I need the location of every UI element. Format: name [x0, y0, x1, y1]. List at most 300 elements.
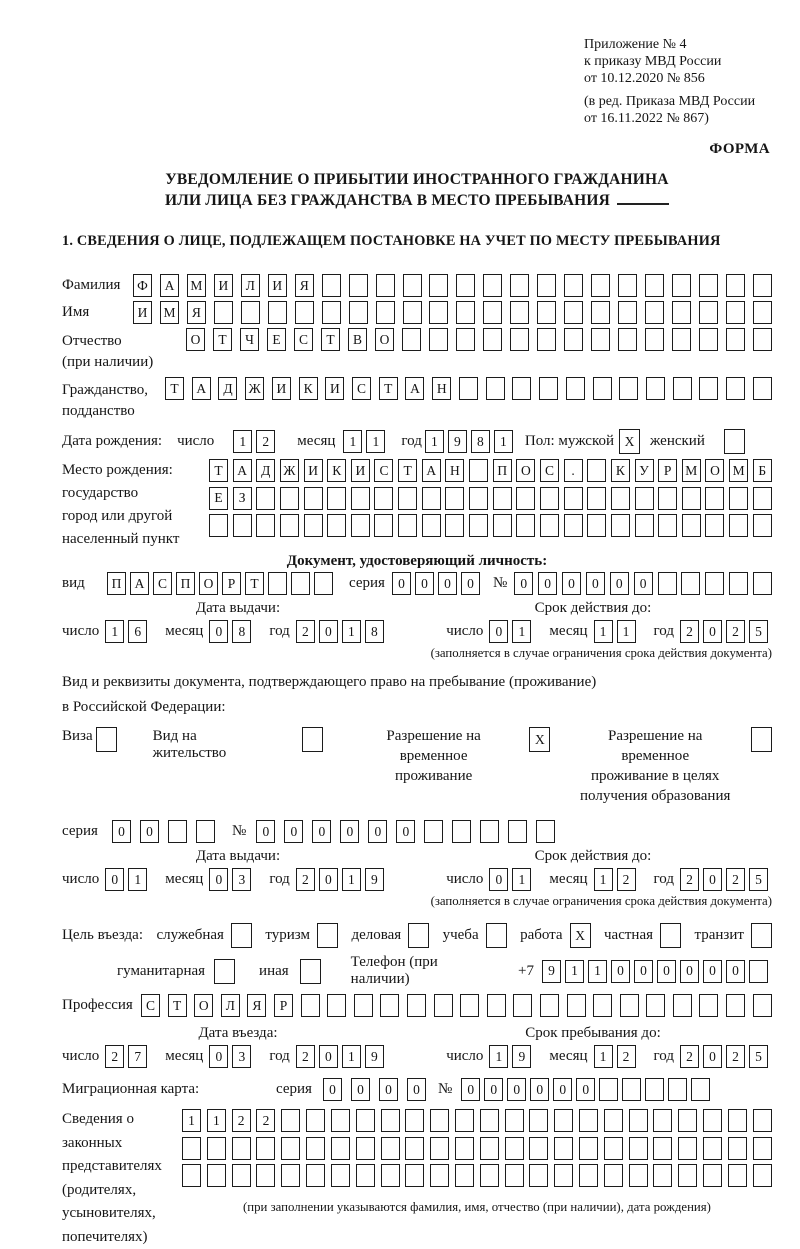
form-cell[interactable]: П	[107, 572, 126, 595]
form-cell[interactable]: Р	[274, 994, 293, 1017]
form-cell[interactable]: 0	[319, 620, 338, 643]
form-cell[interactable]	[376, 274, 395, 297]
form-cell[interactable]	[256, 514, 275, 537]
form-cell[interactable]	[611, 514, 630, 537]
form-cell[interactable]: Т	[245, 572, 264, 595]
form-cell[interactable]	[301, 994, 320, 1017]
form-cell[interactable]: 0	[392, 572, 411, 595]
form-cell[interactable]	[564, 328, 583, 351]
form-cell[interactable]	[753, 487, 772, 510]
form-cell[interactable]	[281, 1164, 300, 1187]
form-cell[interactable]	[207, 1164, 226, 1187]
form-cell[interactable]	[729, 572, 748, 595]
form-cell[interactable]	[374, 514, 393, 537]
form-cell[interactable]	[306, 1137, 325, 1160]
form-cell[interactable]	[753, 274, 772, 297]
form-cell[interactable]	[566, 377, 585, 400]
form-cell[interactable]	[579, 1109, 598, 1132]
form-cell[interactable]	[469, 459, 488, 482]
form-cell[interactable]	[232, 1164, 251, 1187]
form-cell[interactable]: И	[133, 301, 152, 324]
form-cell[interactable]	[304, 487, 323, 510]
form-cell[interactable]	[430, 1109, 449, 1132]
form-cell[interactable]	[381, 1137, 400, 1160]
form-cell[interactable]	[678, 1137, 697, 1160]
form-cell[interactable]: 1	[594, 620, 613, 643]
form-cell[interactable]	[351, 514, 370, 537]
form-cell[interactable]	[681, 572, 700, 595]
form-cell[interactable]	[604, 1137, 623, 1160]
form-cell[interactable]	[280, 487, 299, 510]
form-cell[interactable]	[635, 487, 654, 510]
form-cell[interactable]	[314, 572, 333, 595]
form-cell[interactable]: Р	[222, 572, 241, 595]
form-cell[interactable]: 1	[342, 868, 361, 891]
form-cell[interactable]: 9	[365, 1045, 384, 1068]
form-cell[interactable]	[422, 514, 441, 537]
form-cell[interactable]	[182, 1137, 201, 1160]
form-cell[interactable]: 0	[209, 868, 228, 891]
form-cell[interactable]	[256, 1137, 275, 1160]
form-cell[interactable]	[622, 1078, 641, 1101]
form-cell[interactable]: С	[153, 572, 172, 595]
form-cell[interactable]: О	[186, 328, 205, 351]
form-cell[interactable]	[726, 377, 745, 400]
form-cell[interactable]	[699, 301, 718, 324]
form-cell[interactable]	[483, 301, 502, 324]
form-cell[interactable]	[505, 1164, 524, 1187]
form-cell[interactable]: 9	[448, 430, 467, 453]
form-cell[interactable]: Т	[321, 328, 340, 351]
form-cell[interactable]: Я	[295, 274, 314, 297]
form-cell[interactable]	[480, 1137, 499, 1160]
form-cell[interactable]	[422, 487, 441, 510]
form-cell[interactable]	[398, 514, 417, 537]
form-cell[interactable]	[593, 994, 612, 1017]
form-cell[interactable]	[456, 274, 475, 297]
form-cell[interactable]	[564, 487, 583, 510]
form-cell[interactable]: Т	[398, 459, 417, 482]
form-cell[interactable]	[645, 328, 664, 351]
form-cell[interactable]	[705, 487, 724, 510]
form-cell[interactable]: 2	[296, 868, 315, 891]
form-cell[interactable]: 5	[749, 1045, 768, 1068]
form-cell[interactable]	[430, 1137, 449, 1160]
form-cell[interactable]	[459, 377, 478, 400]
form-cell[interactable]: Ф	[133, 274, 152, 297]
form-cell[interactable]	[539, 377, 558, 400]
form-cell[interactable]	[480, 1164, 499, 1187]
form-cell[interactable]	[403, 301, 422, 324]
form-cell[interactable]	[540, 514, 559, 537]
form-cell[interactable]: И	[268, 274, 287, 297]
form-cell[interactable]: Л	[221, 994, 240, 1017]
form-cell[interactable]	[604, 1164, 623, 1187]
form-cell[interactable]: Т	[168, 994, 187, 1017]
form-cell[interactable]	[703, 1109, 722, 1132]
form-cell[interactable]	[256, 1164, 275, 1187]
form-cell[interactable]	[753, 994, 772, 1017]
form-cell[interactable]: 0	[489, 868, 508, 891]
form-cell[interactable]	[209, 514, 228, 537]
form-cell[interactable]	[306, 1109, 325, 1132]
form-cell[interactable]	[587, 487, 606, 510]
form-cell[interactable]: Т	[213, 328, 232, 351]
form-cell[interactable]	[753, 1109, 772, 1132]
form-cell[interactable]: Д	[256, 459, 275, 482]
form-cell[interactable]	[729, 514, 748, 537]
form-cell[interactable]: 0	[209, 620, 228, 643]
form-cell[interactable]: 0	[312, 820, 331, 843]
form-cell[interactable]	[629, 1137, 648, 1160]
form-cell[interactable]	[327, 994, 346, 1017]
form-cell[interactable]: 0	[396, 820, 415, 843]
form-cell[interactable]: 0	[610, 572, 629, 595]
form-cell[interactable]	[302, 727, 323, 752]
form-cell[interactable]: .	[564, 459, 583, 482]
form-cell[interactable]: А	[233, 459, 252, 482]
form-cell[interactable]	[604, 1109, 623, 1132]
form-cell[interactable]: 0	[319, 868, 338, 891]
form-cell[interactable]: И	[304, 459, 323, 482]
form-cell[interactable]	[726, 994, 745, 1017]
form-cell[interactable]: 2	[680, 1045, 699, 1068]
form-cell[interactable]: 3	[232, 868, 251, 891]
form-cell[interactable]	[480, 820, 499, 843]
form-cell[interactable]: Б	[753, 459, 772, 482]
form-cell[interactable]	[322, 274, 341, 297]
form-cell[interactable]: А	[422, 459, 441, 482]
form-cell[interactable]	[645, 301, 664, 324]
form-cell[interactable]	[281, 1137, 300, 1160]
form-cell[interactable]: 2	[726, 868, 745, 891]
form-cell[interactable]	[673, 377, 692, 400]
form-cell[interactable]: П	[176, 572, 195, 595]
form-cell[interactable]	[728, 1109, 747, 1132]
form-cell[interactable]: 1	[343, 430, 362, 453]
form-cell[interactable]: 0	[209, 1045, 228, 1068]
form-cell[interactable]	[304, 514, 323, 537]
form-cell[interactable]	[672, 274, 691, 297]
form-cell[interactable]: М	[160, 301, 179, 324]
form-cell[interactable]	[726, 328, 745, 351]
form-cell[interactable]: 0	[323, 1078, 342, 1101]
form-cell[interactable]	[455, 1109, 474, 1132]
form-cell[interactable]: И	[325, 377, 344, 400]
form-cell[interactable]: Д	[218, 377, 237, 400]
form-cell[interactable]: 0	[538, 572, 557, 595]
form-cell[interactable]	[349, 301, 368, 324]
form-cell[interactable]	[673, 994, 692, 1017]
form-cell[interactable]: 0	[284, 820, 303, 843]
form-cell[interactable]	[331, 1164, 350, 1187]
form-cell[interactable]: 0	[438, 572, 457, 595]
form-cell[interactable]	[537, 328, 556, 351]
form-cell[interactable]	[579, 1164, 598, 1187]
form-cell[interactable]	[354, 994, 373, 1017]
form-cell[interactable]: 0	[576, 1078, 595, 1101]
form-cell[interactable]: Ж	[245, 377, 264, 400]
form-cell[interactable]	[512, 377, 531, 400]
form-cell[interactable]	[96, 727, 117, 752]
form-cell[interactable]	[322, 301, 341, 324]
form-cell[interactable]: 0	[461, 1078, 480, 1101]
form-cell[interactable]: 1	[233, 430, 252, 453]
form-cell[interactable]: У	[635, 459, 654, 482]
form-cell[interactable]	[376, 301, 395, 324]
form-cell[interactable]: 1	[342, 1045, 361, 1068]
form-cell[interactable]: 2	[726, 620, 745, 643]
form-cell[interactable]: А	[192, 377, 211, 400]
form-cell[interactable]	[618, 328, 637, 351]
form-cell[interactable]	[480, 1109, 499, 1132]
form-cell[interactable]	[510, 274, 529, 297]
form-cell[interactable]	[182, 1164, 201, 1187]
form-cell[interactable]	[729, 487, 748, 510]
form-cell[interactable]	[529, 1164, 548, 1187]
form-cell[interactable]: Т	[209, 459, 228, 482]
form-cell[interactable]	[505, 1137, 524, 1160]
form-cell[interactable]	[291, 572, 310, 595]
form-cell[interactable]	[724, 429, 745, 454]
form-cell[interactable]: 0	[407, 1078, 426, 1101]
form-cell[interactable]	[295, 301, 314, 324]
form-cell[interactable]	[653, 1137, 672, 1160]
form-cell[interactable]: 7	[128, 1045, 147, 1068]
form-cell[interactable]	[537, 274, 556, 297]
form-cell[interactable]	[405, 1109, 424, 1132]
form-cell[interactable]: 2	[617, 1045, 636, 1068]
form-cell[interactable]: Ч	[240, 328, 259, 351]
form-cell[interactable]	[645, 1078, 664, 1101]
form-cell[interactable]: С	[374, 459, 393, 482]
form-cell[interactable]	[493, 514, 512, 537]
form-cell[interactable]	[445, 487, 464, 510]
form-cell[interactable]	[487, 994, 506, 1017]
form-cell[interactable]	[619, 377, 638, 400]
form-cell[interactable]	[327, 487, 346, 510]
form-cell[interactable]	[424, 820, 443, 843]
form-cell[interactable]: 1	[617, 620, 636, 643]
form-cell[interactable]: 0	[611, 960, 630, 983]
form-cell[interactable]	[653, 1164, 672, 1187]
form-cell[interactable]	[587, 459, 606, 482]
form-cell[interactable]	[405, 1137, 424, 1160]
form-cell[interactable]	[434, 994, 453, 1017]
form-cell[interactable]: 0	[586, 572, 605, 595]
form-cell[interactable]: 0	[140, 820, 159, 843]
form-cell[interactable]	[300, 959, 321, 984]
form-cell[interactable]: 0	[726, 960, 745, 983]
form-cell[interactable]	[452, 820, 471, 843]
form-cell[interactable]: 5	[749, 620, 768, 643]
form-cell[interactable]: 2	[680, 868, 699, 891]
form-cell[interactable]	[591, 301, 610, 324]
form-cell[interactable]	[231, 923, 252, 948]
form-cell[interactable]: 3	[232, 1045, 251, 1068]
form-cell[interactable]	[540, 994, 559, 1017]
form-cell[interactable]: М	[187, 274, 206, 297]
form-cell[interactable]	[753, 377, 772, 400]
form-cell[interactable]	[510, 301, 529, 324]
form-cell[interactable]	[516, 514, 535, 537]
form-cell[interactable]	[505, 1109, 524, 1132]
form-cell[interactable]	[749, 960, 768, 983]
form-cell[interactable]	[256, 487, 275, 510]
form-cell[interactable]: 2	[296, 1045, 315, 1068]
form-cell[interactable]: 8	[232, 620, 251, 643]
form-cell[interactable]	[672, 328, 691, 351]
form-cell[interactable]	[483, 328, 502, 351]
form-cell[interactable]: К	[611, 459, 630, 482]
form-cell[interactable]	[753, 1137, 772, 1160]
form-cell[interactable]: 8	[471, 430, 490, 453]
form-cell[interactable]	[691, 1078, 710, 1101]
form-cell[interactable]	[618, 274, 637, 297]
form-cell[interactable]: Е	[267, 328, 286, 351]
form-cell[interactable]	[658, 514, 677, 537]
form-cell[interactable]	[753, 514, 772, 537]
form-cell[interactable]: О	[375, 328, 394, 351]
form-cell[interactable]	[678, 1109, 697, 1132]
form-cell[interactable]	[726, 301, 745, 324]
form-cell[interactable]: О	[705, 459, 724, 482]
form-cell[interactable]: 2	[680, 620, 699, 643]
form-cell[interactable]	[486, 923, 507, 948]
form-cell[interactable]: 9	[542, 960, 561, 983]
form-cell[interactable]	[429, 328, 448, 351]
form-cell[interactable]: 0	[507, 1078, 526, 1101]
form-cell[interactable]	[456, 328, 475, 351]
form-cell[interactable]	[380, 994, 399, 1017]
form-cell[interactable]	[537, 301, 556, 324]
form-cell[interactable]	[645, 274, 664, 297]
form-cell[interactable]	[646, 377, 665, 400]
form-cell[interactable]: 1	[512, 620, 531, 643]
form-cell[interactable]: 0	[112, 820, 131, 843]
form-cell[interactable]	[753, 572, 772, 595]
form-cell[interactable]	[398, 487, 417, 510]
form-cell[interactable]	[699, 274, 718, 297]
form-cell[interactable]: И	[272, 377, 291, 400]
form-cell[interactable]	[751, 727, 772, 752]
form-cell[interactable]	[682, 487, 701, 510]
form-cell[interactable]	[699, 994, 718, 1017]
form-cell[interactable]: 0	[489, 620, 508, 643]
form-cell[interactable]: Р	[658, 459, 677, 482]
form-cell[interactable]: 5	[749, 868, 768, 891]
form-cell[interactable]: 2	[232, 1109, 251, 1132]
form-cell[interactable]: 1	[366, 430, 385, 453]
form-cell[interactable]	[381, 1109, 400, 1132]
form-cell[interactable]: М	[729, 459, 748, 482]
form-cell[interactable]: 6	[128, 620, 147, 643]
form-cell[interactable]: 0	[703, 1045, 722, 1068]
form-cell[interactable]: 9	[512, 1045, 531, 1068]
form-cell[interactable]	[635, 514, 654, 537]
form-cell[interactable]: О	[199, 572, 218, 595]
form-cell[interactable]: 1	[594, 1045, 613, 1068]
form-cell[interactable]: О	[516, 459, 535, 482]
form-cell[interactable]	[705, 572, 724, 595]
form-cell[interactable]	[564, 274, 583, 297]
form-cell[interactable]	[653, 1109, 672, 1132]
form-cell[interactable]: 0	[553, 1078, 572, 1101]
form-cell[interactable]: 0	[680, 960, 699, 983]
form-cell[interactable]	[599, 1078, 618, 1101]
form-cell[interactable]	[554, 1164, 573, 1187]
form-cell[interactable]	[516, 487, 535, 510]
form-cell[interactable]: 0	[351, 1078, 370, 1101]
form-cell[interactable]	[587, 514, 606, 537]
form-cell[interactable]	[703, 1137, 722, 1160]
form-cell[interactable]: 2	[256, 1109, 275, 1132]
form-cell[interactable]	[268, 301, 287, 324]
form-cell[interactable]: X	[570, 923, 591, 948]
form-cell[interactable]	[327, 514, 346, 537]
form-cell[interactable]	[455, 1137, 474, 1160]
form-cell[interactable]	[351, 487, 370, 510]
form-cell[interactable]	[629, 1164, 648, 1187]
form-cell[interactable]: В	[348, 328, 367, 351]
form-cell[interactable]	[280, 514, 299, 537]
form-cell[interactable]	[672, 301, 691, 324]
form-cell[interactable]: Т	[165, 377, 184, 400]
form-cell[interactable]	[483, 274, 502, 297]
form-cell[interactable]: С	[294, 328, 313, 351]
form-cell[interactable]: М	[682, 459, 701, 482]
form-cell[interactable]: Т	[379, 377, 398, 400]
form-cell[interactable]: 0	[703, 620, 722, 643]
form-cell[interactable]: X	[619, 429, 640, 454]
form-cell[interactable]: 1	[425, 430, 444, 453]
title-underline-blank[interactable]	[617, 191, 669, 205]
form-cell[interactable]	[629, 1109, 648, 1132]
form-cell[interactable]	[567, 994, 586, 1017]
form-cell[interactable]	[699, 328, 718, 351]
form-cell[interactable]: 0	[634, 960, 653, 983]
form-cell[interactable]: 1	[588, 960, 607, 983]
form-cell[interactable]: 1	[105, 620, 124, 643]
form-cell[interactable]	[331, 1137, 350, 1160]
form-cell[interactable]	[611, 487, 630, 510]
form-cell[interactable]	[331, 1109, 350, 1132]
form-cell[interactable]: С	[352, 377, 371, 400]
form-cell[interactable]	[214, 301, 233, 324]
form-cell[interactable]	[408, 923, 429, 948]
form-cell[interactable]	[668, 1078, 687, 1101]
form-cell[interactable]	[306, 1164, 325, 1187]
form-cell[interactable]	[429, 274, 448, 297]
form-cell[interactable]	[407, 994, 426, 1017]
form-cell[interactable]	[356, 1164, 375, 1187]
form-cell[interactable]: 0	[703, 868, 722, 891]
form-cell[interactable]	[381, 1164, 400, 1187]
form-cell[interactable]: З	[233, 487, 252, 510]
form-cell[interactable]: 0	[340, 820, 359, 843]
form-cell[interactable]	[513, 994, 532, 1017]
form-cell[interactable]	[660, 923, 681, 948]
form-cell[interactable]	[405, 1164, 424, 1187]
form-cell[interactable]	[214, 959, 235, 984]
form-cell[interactable]	[455, 1164, 474, 1187]
form-cell[interactable]: 8	[365, 620, 384, 643]
form-cell[interactable]	[268, 572, 287, 595]
form-cell[interactable]	[529, 1137, 548, 1160]
form-cell[interactable]: 1	[565, 960, 584, 983]
form-cell[interactable]	[281, 1109, 300, 1132]
form-cell[interactable]	[460, 994, 479, 1017]
